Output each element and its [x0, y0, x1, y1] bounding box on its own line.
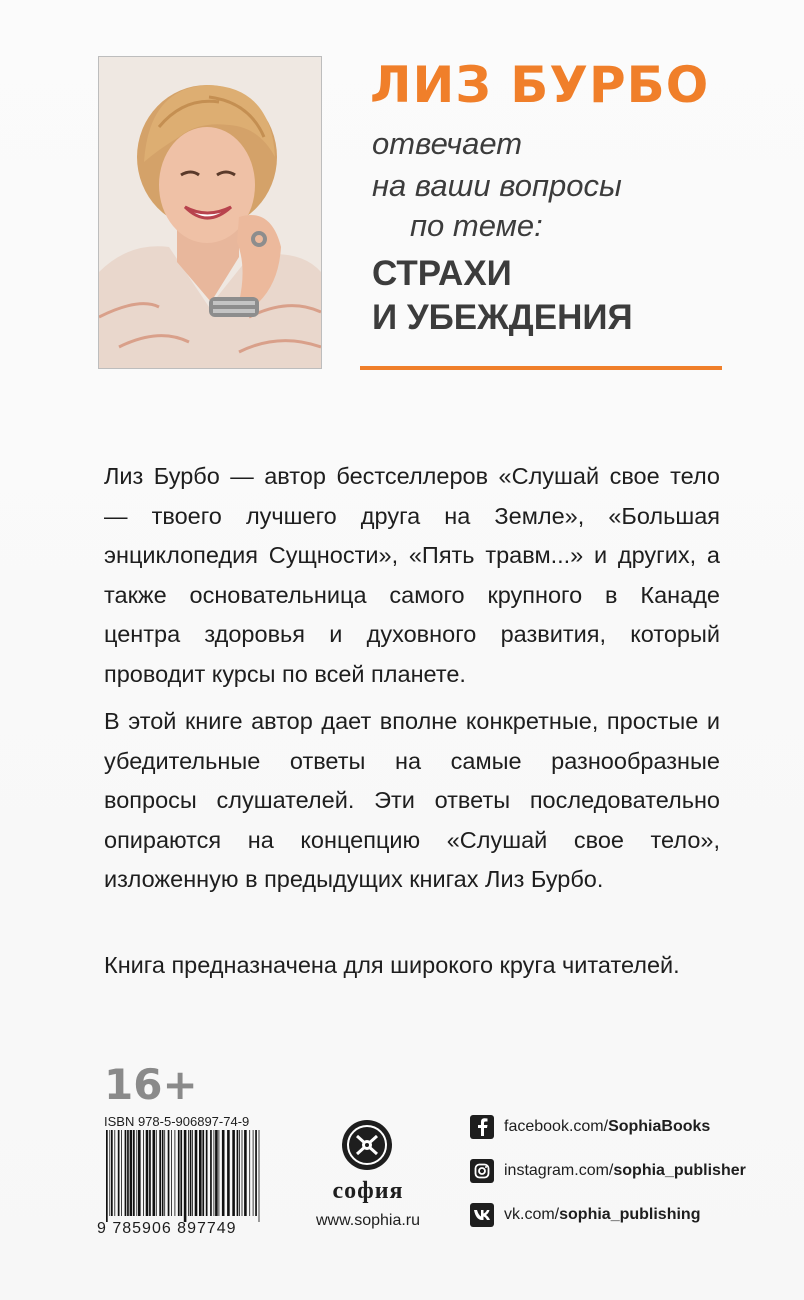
- barcode-bar: [138, 1130, 141, 1216]
- description-paragraph: Книга предназначена для широкого круга читателей.: [104, 952, 680, 978]
- barcode-bar: [159, 1130, 161, 1216]
- barcode-bar: [106, 1130, 108, 1222]
- barcode-bar: [206, 1130, 208, 1216]
- social-facebook[interactable]: [470, 1114, 710, 1140]
- barcode-bar: [149, 1130, 151, 1216]
- topic-line-2: И УБЕЖДЕНИЯ: [372, 298, 633, 337]
- social-vk[interactable]: [470, 1202, 700, 1228]
- barcode-bar: [127, 1130, 129, 1216]
- barcode-bar: [164, 1130, 165, 1216]
- barcode-bar: [244, 1130, 247, 1216]
- barcode-bar: [214, 1130, 215, 1216]
- social-prefix: facebook.com/: [504, 1118, 609, 1135]
- barcode-bar: [259, 1130, 260, 1222]
- barcode-bar: [253, 1130, 254, 1216]
- barcode-bar: [219, 1130, 220, 1216]
- barcode-bar: [178, 1130, 180, 1216]
- barcode-bar: [109, 1130, 110, 1216]
- barcode-bar: [153, 1130, 156, 1216]
- facebook-icon: [470, 1115, 494, 1139]
- barcode-bar: [190, 1130, 192, 1216]
- barcode-bar: [162, 1130, 164, 1216]
- social-prefix: vk.com/: [504, 1206, 560, 1223]
- barcode-bar: [242, 1130, 243, 1216]
- barcode-bar: [227, 1130, 230, 1216]
- social-prefix: instagram.com/: [504, 1162, 614, 1179]
- barcode-bar: [195, 1130, 198, 1216]
- description-paragraph: Лиз Бурбо — автор бестселлеров «Слушай свое тело — твоего лучшего друга на Земле», «Большая энциклопедия Сущности», «Пять травм...» и других, а также основательница самого крупного в Канаде центра здоровья и духовного развития, который проводит курсы по всей планете.: [104, 463, 720, 687]
- barcode-bar: [168, 1130, 170, 1216]
- barcode-bar: [222, 1130, 225, 1216]
- barcode-bar: [255, 1130, 257, 1216]
- barcode-bar: [143, 1130, 144, 1216]
- barcode-bar: [249, 1130, 250, 1216]
- barcode-bar: [184, 1130, 187, 1222]
- barcode-bar: [146, 1130, 149, 1216]
- publisher-logo-icon: [340, 1118, 394, 1172]
- tagline-line-3: по теме:: [410, 208, 543, 243]
- social-handle: SophiaBooks: [608, 1118, 711, 1135]
- instagram-icon: [470, 1159, 494, 1183]
- barcode-bar: [232, 1130, 235, 1216]
- isbn-label: ISBN 978-5-906897-74-9: [104, 1114, 250, 1129]
- barcode-bar: [136, 1130, 137, 1216]
- age-rating: 16+: [104, 1060, 198, 1109]
- barcode-bar: [130, 1130, 133, 1216]
- barcode-bar: [114, 1130, 115, 1216]
- barcode-bar: [118, 1130, 120, 1216]
- topic-line-1: СТРАХИ: [372, 254, 512, 293]
- barcode-bar: [156, 1130, 157, 1216]
- publisher-url[interactable]: www.sophia.ru: [315, 1212, 421, 1229]
- barcode-bar: [180, 1130, 182, 1216]
- barcode-bar: [199, 1130, 202, 1216]
- barcode-bar: [125, 1130, 127, 1216]
- tagline-line-1: отвечает: [372, 126, 523, 161]
- publisher-name: софия: [332, 1178, 404, 1204]
- barcode-bar: [237, 1130, 239, 1216]
- social-instagram[interactable]: [470, 1158, 746, 1184]
- barcode-bar: [121, 1130, 122, 1216]
- barcode-bar: [188, 1130, 189, 1216]
- barcode-bar: [192, 1130, 193, 1216]
- author-photo: [98, 56, 322, 369]
- orange-divider: [360, 366, 722, 370]
- author-name: ЛИЗ БУРБО: [370, 56, 710, 114]
- barcode-bar: [239, 1130, 240, 1216]
- barcode: [104, 1130, 264, 1222]
- social-handle: sophia_publishing: [559, 1206, 701, 1223]
- barcode-bar: [171, 1130, 172, 1216]
- description-paragraph: В этой книге автор дает вполне конкретные, простые и убедительные ответы на самые разнообразные вопросы слушателей. Эти ответы последовательно опираются на концепцию «Слушай свое тело», изложенную в предыдущих книгах Лиз Бурбо.: [104, 708, 720, 892]
- barcode-bar: [111, 1130, 113, 1216]
- barcode-digits: 9 785906 897749: [97, 1220, 237, 1237]
- barcode-bar: [202, 1130, 204, 1216]
- barcode-bar: [210, 1130, 212, 1216]
- barcode-bar: [215, 1130, 218, 1216]
- vk-icon: [470, 1203, 494, 1227]
- barcode-bar: [175, 1130, 176, 1216]
- social-handle: sophia_publisher: [613, 1162, 746, 1179]
- barcode-bar: [133, 1130, 135, 1216]
- tagline-line-2: на ваши вопросы: [372, 168, 622, 203]
